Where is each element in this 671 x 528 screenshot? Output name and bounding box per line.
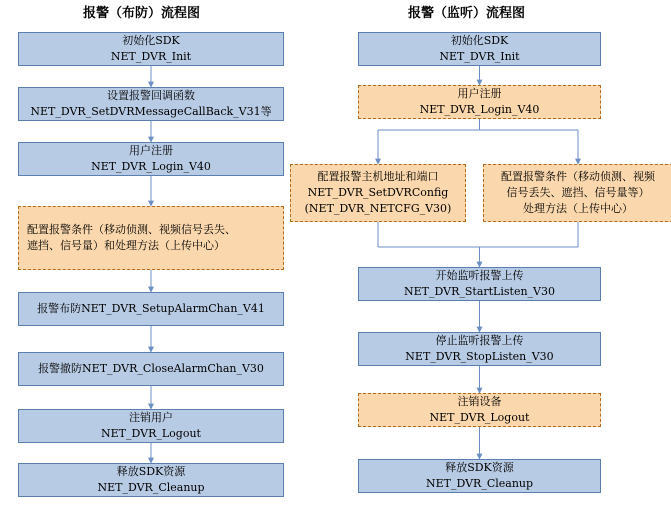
right-node-start-listen-line-1: 开始监听报警上传 xyxy=(435,269,524,282)
right-node-init xyxy=(358,32,601,66)
left-node-login-line-2: NET_DVR_Login_V40 xyxy=(91,160,211,173)
right-node-logout xyxy=(358,393,601,427)
right-node-stop-listen xyxy=(358,332,601,366)
right-node-cleanup-line-2: NET_DVR_Cleanup xyxy=(425,477,534,490)
right-node-init-line-1: 初始化SDK xyxy=(450,34,509,47)
right-node-login xyxy=(358,85,601,119)
right-node-logout-line-1: 注销设备 xyxy=(457,395,502,408)
right-node-cleanup-line-1: 释放SDK资源 xyxy=(445,461,514,474)
left-node-close-alarm-line-1: 报警撤防NET_DVR_CloseAlarmChan_V30 xyxy=(38,362,264,375)
right-node-config-host-line-2: NET_DVR_SetDVRConfig xyxy=(307,186,449,199)
left-node-cleanup xyxy=(18,463,284,497)
left-node-setup-alarm xyxy=(18,292,284,326)
left-node-set-callback-line-2: NET_DVR_SetDVRMessageCallBack_V31等 xyxy=(30,105,272,118)
right-node-login-line-1: 用户注册 xyxy=(457,87,502,100)
left-node-init xyxy=(18,32,284,66)
right-node-config-host-line-1: 配置报警主机地址和端口 xyxy=(317,170,439,183)
left-node-login xyxy=(18,142,284,176)
left-node-login-line-1: 用户注册 xyxy=(129,144,173,157)
left-node-logout-line-2: NET_DVR_Logout xyxy=(101,427,201,440)
right-flowchart-title: 报警（监听）流程图 xyxy=(408,6,526,21)
right-node-stop-listen-line-1: 停止监听报警上传 xyxy=(435,334,524,347)
left-node-set-callback xyxy=(18,87,284,121)
right-node-config-host xyxy=(290,164,466,222)
left-node-logout-line-1: 注销用户 xyxy=(129,411,173,424)
right-node-stop-listen-line-2: NET_DVR_StopListen_V30 xyxy=(405,350,554,363)
right-node-config-conditions-line-2: 信号丢失、遮挡、信号量等） xyxy=(506,186,650,199)
left-node-close-alarm xyxy=(18,352,284,386)
right-node-init-line-2: NET_DVR_Init xyxy=(439,50,520,63)
right-node-cleanup xyxy=(358,459,601,493)
right-node-login-line-2: NET_DVR_Login_V40 xyxy=(419,103,540,116)
right-node-start-listen-line-2: NET_DVR_StartListen_V30 xyxy=(404,285,555,298)
left-node-cleanup-line-2: NET_DVR_Cleanup xyxy=(97,481,205,494)
right-node-config-conditions-line-3: 处理方法（上传中心） xyxy=(523,202,633,215)
right-node-config-conditions-line-1: 配置报警条件（移动侦测、视频 xyxy=(501,170,655,183)
left-node-init-line-1: 初始化SDK xyxy=(122,34,180,47)
right-node-config-host-line-3: (NET_DVR_NETCFG_V30) xyxy=(304,202,452,215)
left-node-setup-alarm-line-1: 报警布防NET_DVR_SetupAlarmChan_V41 xyxy=(37,302,265,315)
left-node-config-conditions-line-1: 配置报警条件（移动侦测、视频信号丢失、 xyxy=(27,223,236,236)
right-node-config-conditions xyxy=(483,164,671,222)
right-node-logout-line-2: NET_DVR_Logout xyxy=(429,411,530,424)
left-node-cleanup-line-1: 释放SDK资源 xyxy=(116,465,186,478)
left-node-init-line-2: NET_DVR_Init xyxy=(110,50,192,63)
left-node-config-conditions-line-2: 遮挡、信号量）和处理方法（上传中心） xyxy=(27,239,225,252)
left-node-config-conditions xyxy=(18,206,284,270)
left-node-logout xyxy=(18,409,284,443)
right-node-start-listen xyxy=(358,267,601,301)
left-node-set-callback-line-1: 设置报警回调函数 xyxy=(107,89,195,102)
left-flowchart-title: 报警（布防）流程图 xyxy=(83,6,201,21)
